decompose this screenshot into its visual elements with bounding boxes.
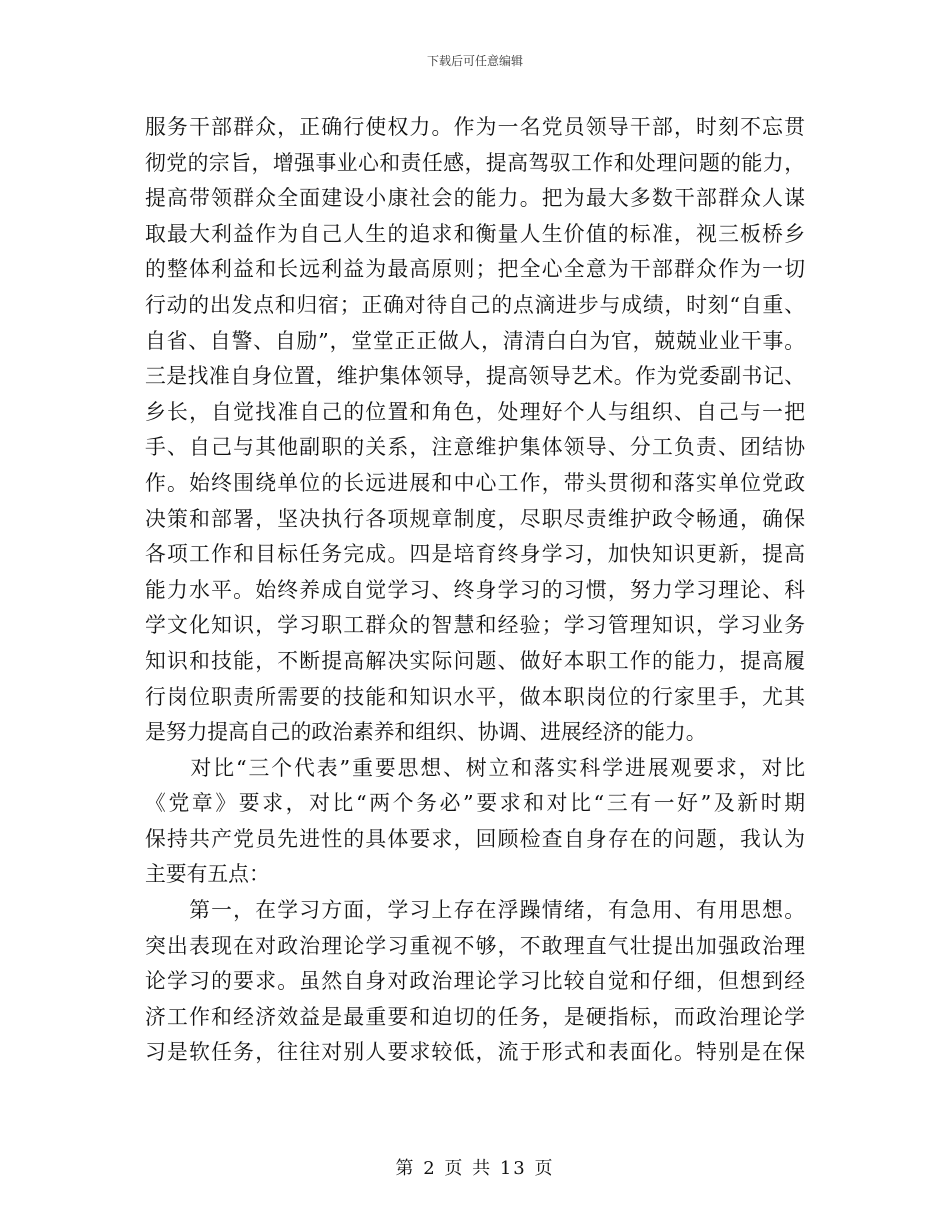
text-line: 的整体利益和长远利益为最高原则；把全心全意为干部群众作为一切	[145, 257, 805, 282]
text-line: 取最大利益作为自己人生的追求和衡量人生价值的标准，视三板桥乡	[145, 221, 805, 246]
text-line: 习是软任务，往往对别人要求较低，流于形式和表面化。特别是在保	[145, 1040, 805, 1065]
page-header: 下载后可任意编辑	[426, 54, 523, 68]
text-line: 手、自己与其他副职的关系，注意维护集体领导、分工负责、团结协	[145, 435, 805, 460]
text-line: 决策和部署，坚决执行各项规章制度，尽职尽责维护政令畅通，确保	[145, 506, 805, 531]
text-line: 行动的出发点和归宿；正确对待自己的点滴进步与成绩，时刻“自重、	[145, 292, 805, 317]
text-line: 主要有五点：	[145, 862, 270, 887]
text-line: 论学习的要求。虽然自身对政治理论学习比较自觉和仔细，但想到经	[145, 969, 805, 994]
text-line: 行岗位职责所需要的技能和知识水平，做本职岗位的行家里手，尤其	[145, 684, 805, 709]
text-line: 《党章》要求，对比“两个务必”要求和对比“三有一好”及新时期	[145, 791, 805, 816]
text-line: 提高带领群众全面建设小康社会的能力。把为最大多数干部群众人谋	[145, 186, 805, 211]
text-line: 乡长，自觉找准自己的位置和角色，处理好个人与组织、自己与一把	[145, 399, 805, 424]
text-line: 济工作和经济效益是最重要和迫切的任务，是硬指标，而政治理论学	[145, 1004, 805, 1029]
text-line: 是努力提高自己的政治素养和组织、协调、进展经济的能力。	[145, 720, 707, 745]
text-line: 彻党的宗旨，增强事业心和责任感，提高驾驭工作和处理问题的能力，	[145, 150, 805, 175]
text-line: 各项工作和目标任务完成。四是培育终身学习，加快知识更新，提高	[145, 542, 805, 567]
text-line: 突出表现在对政治理论学习重视不够，不敢理直气壮提出加强政治理	[145, 933, 805, 958]
text-line: 作。始终围绕单位的长远进展和中心工作，带头贯彻和落实单位党政	[145, 470, 805, 495]
text-line: 学文化知识，学习职工群众的智慧和经验；学习管理知识，学习业务	[145, 613, 805, 638]
text-line: 能力水平。始终养成自觉学习、终身学习的习惯，努力学习理论、科	[145, 577, 805, 602]
text-line: 对比“三个代表”重要思想、树立和落实科学进展观要求，对比	[145, 755, 805, 780]
document-body	[145, 110, 805, 1071]
text-line: 三是找准自身位置，维护集体领导，提高领导艺术。作为党委副书记、	[145, 364, 805, 389]
text-line: 服务干部群众，正确行使权力。作为一名党员领导干部，时刻不忘贯	[145, 115, 805, 139]
page-footer: 第 2 页 共 13 页	[395, 1158, 555, 1179]
text-line: 自省、自警、自励”，堂堂正正做人，清清白白为官，兢兢业业干事。	[145, 328, 805, 353]
text-line: 保持共产党员先进性的具体要求，回顾检查自身存在的问题，我认为	[145, 826, 805, 851]
text-line: 第一，在学习方面，学习上存在浮躁情绪，有急用、有用思想。	[145, 898, 805, 923]
text-line: 知识和技能，不断提高解决实际问题、做好本职工作的能力，提高履	[145, 648, 805, 673]
